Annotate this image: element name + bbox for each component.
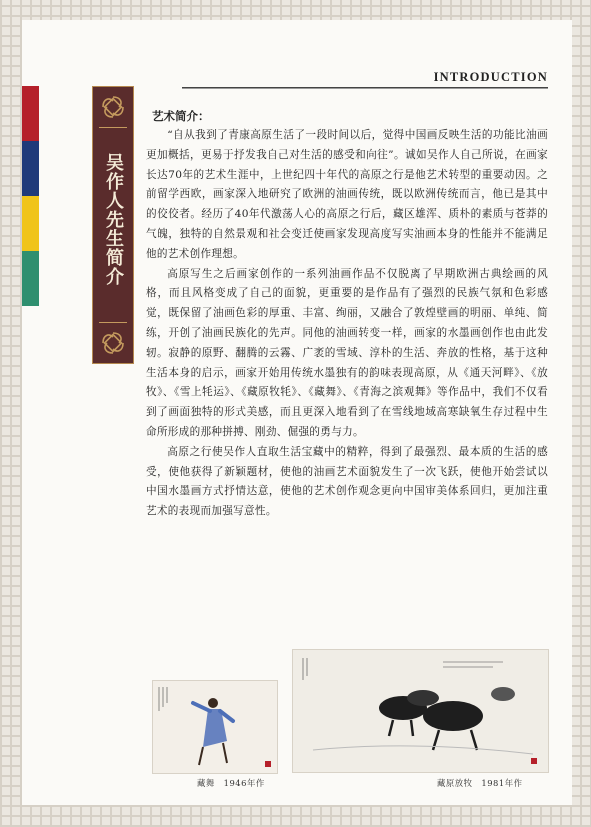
banner-divider-bottom xyxy=(99,322,127,323)
figure-caption: 藏原放牧 1981年作 xyxy=(437,778,523,788)
article-body xyxy=(146,106,548,522)
header-title: INTRODUCTION xyxy=(433,70,548,84)
banner-divider-top xyxy=(99,127,127,128)
endless-knot-icon xyxy=(99,93,127,121)
figure-caption: 藏舞 1946年作 xyxy=(197,778,265,788)
paragraph: 高原之行使吴作人直取生活宝藏中的精粹，得到了最强烈、最本质的生活的感受，使他获得了新颖题材，使他的油画艺术面貌发生了一次飞跃，使他开始尝试以中国水墨画方式抒情达意，使他的艺术创作观念更向中国审美体系回归，更加注重艺术的表现而加强写意性。 xyxy=(146,445,548,518)
endless-knot-icon xyxy=(99,329,127,357)
title-banner xyxy=(92,86,134,364)
painting-tibetan-grazing xyxy=(292,649,549,773)
color-bar-yellow xyxy=(22,196,39,251)
banner-title: 吴作人先生简介 xyxy=(103,153,124,286)
color-bar-red xyxy=(22,86,39,141)
section-heading: 艺术简介： xyxy=(152,109,210,123)
paragraph: 高原写生之后画家创作的一系列油画作品不仅脱离了早期欧洲古典绘画的风格，而且风格变成了自己的面貌，更重要的是作品有了强烈的民族气氛和色彩感觉，既保留了油画色彩的厚重、丰富、绚丽，又融合了敦煌壁画的明丽、单纯、简练，开创了油画民族化的先声。同他的油画转变一样，画家的水墨画创作也由此发轫。寂静的原野、翻腾的云霧、广袤的雪域、淳朴的生活、奔放的性格，基于这种生活本身的启示，画家开始用传统水墨独有的韵味表现高原，从《通天河畔》、《放牧》、《雪上牦运》、《藏原牧牦》、《藏舞》、《青海之滨观舞》等作品中，我们不仅看到了画面独特的形式美感，而且更深入地看到了在雪线地域高寒缺氧生存过程中生命所形成的那种拼搏、刚劲、倔强的勇与力。 xyxy=(146,267,548,438)
color-bar-blue xyxy=(22,141,39,196)
color-bar-green xyxy=(22,251,39,306)
page xyxy=(22,20,572,805)
painting-tibetan-dance xyxy=(152,680,278,774)
paragraph: “自从我到了青康高原生活了一段时间以后，觉得中国画反映生活的功能比油画更加概括，更易于抒发我自己对生活的感受和向往”。诚如吴作人自己所说，在画家长达70年的艺术生涯中，上世纪四十年代的高原之行是他艺术转型的重要动因。之前留学西欧，画家深入地研究了欧洲的油画传统，既以欧洲传统而言，他已是其中的佼佼者。经历了40年代激荡人心的高原之行后，藏区雄浑、质朴的素质与苍莽的气魄，独特的自然景观和社会变迁使画家发现高度写实油画本身的性能并不能满足他的艺术创作理想。 xyxy=(146,129,548,260)
color-tab-bars xyxy=(22,86,39,306)
header-rule xyxy=(182,87,548,89)
